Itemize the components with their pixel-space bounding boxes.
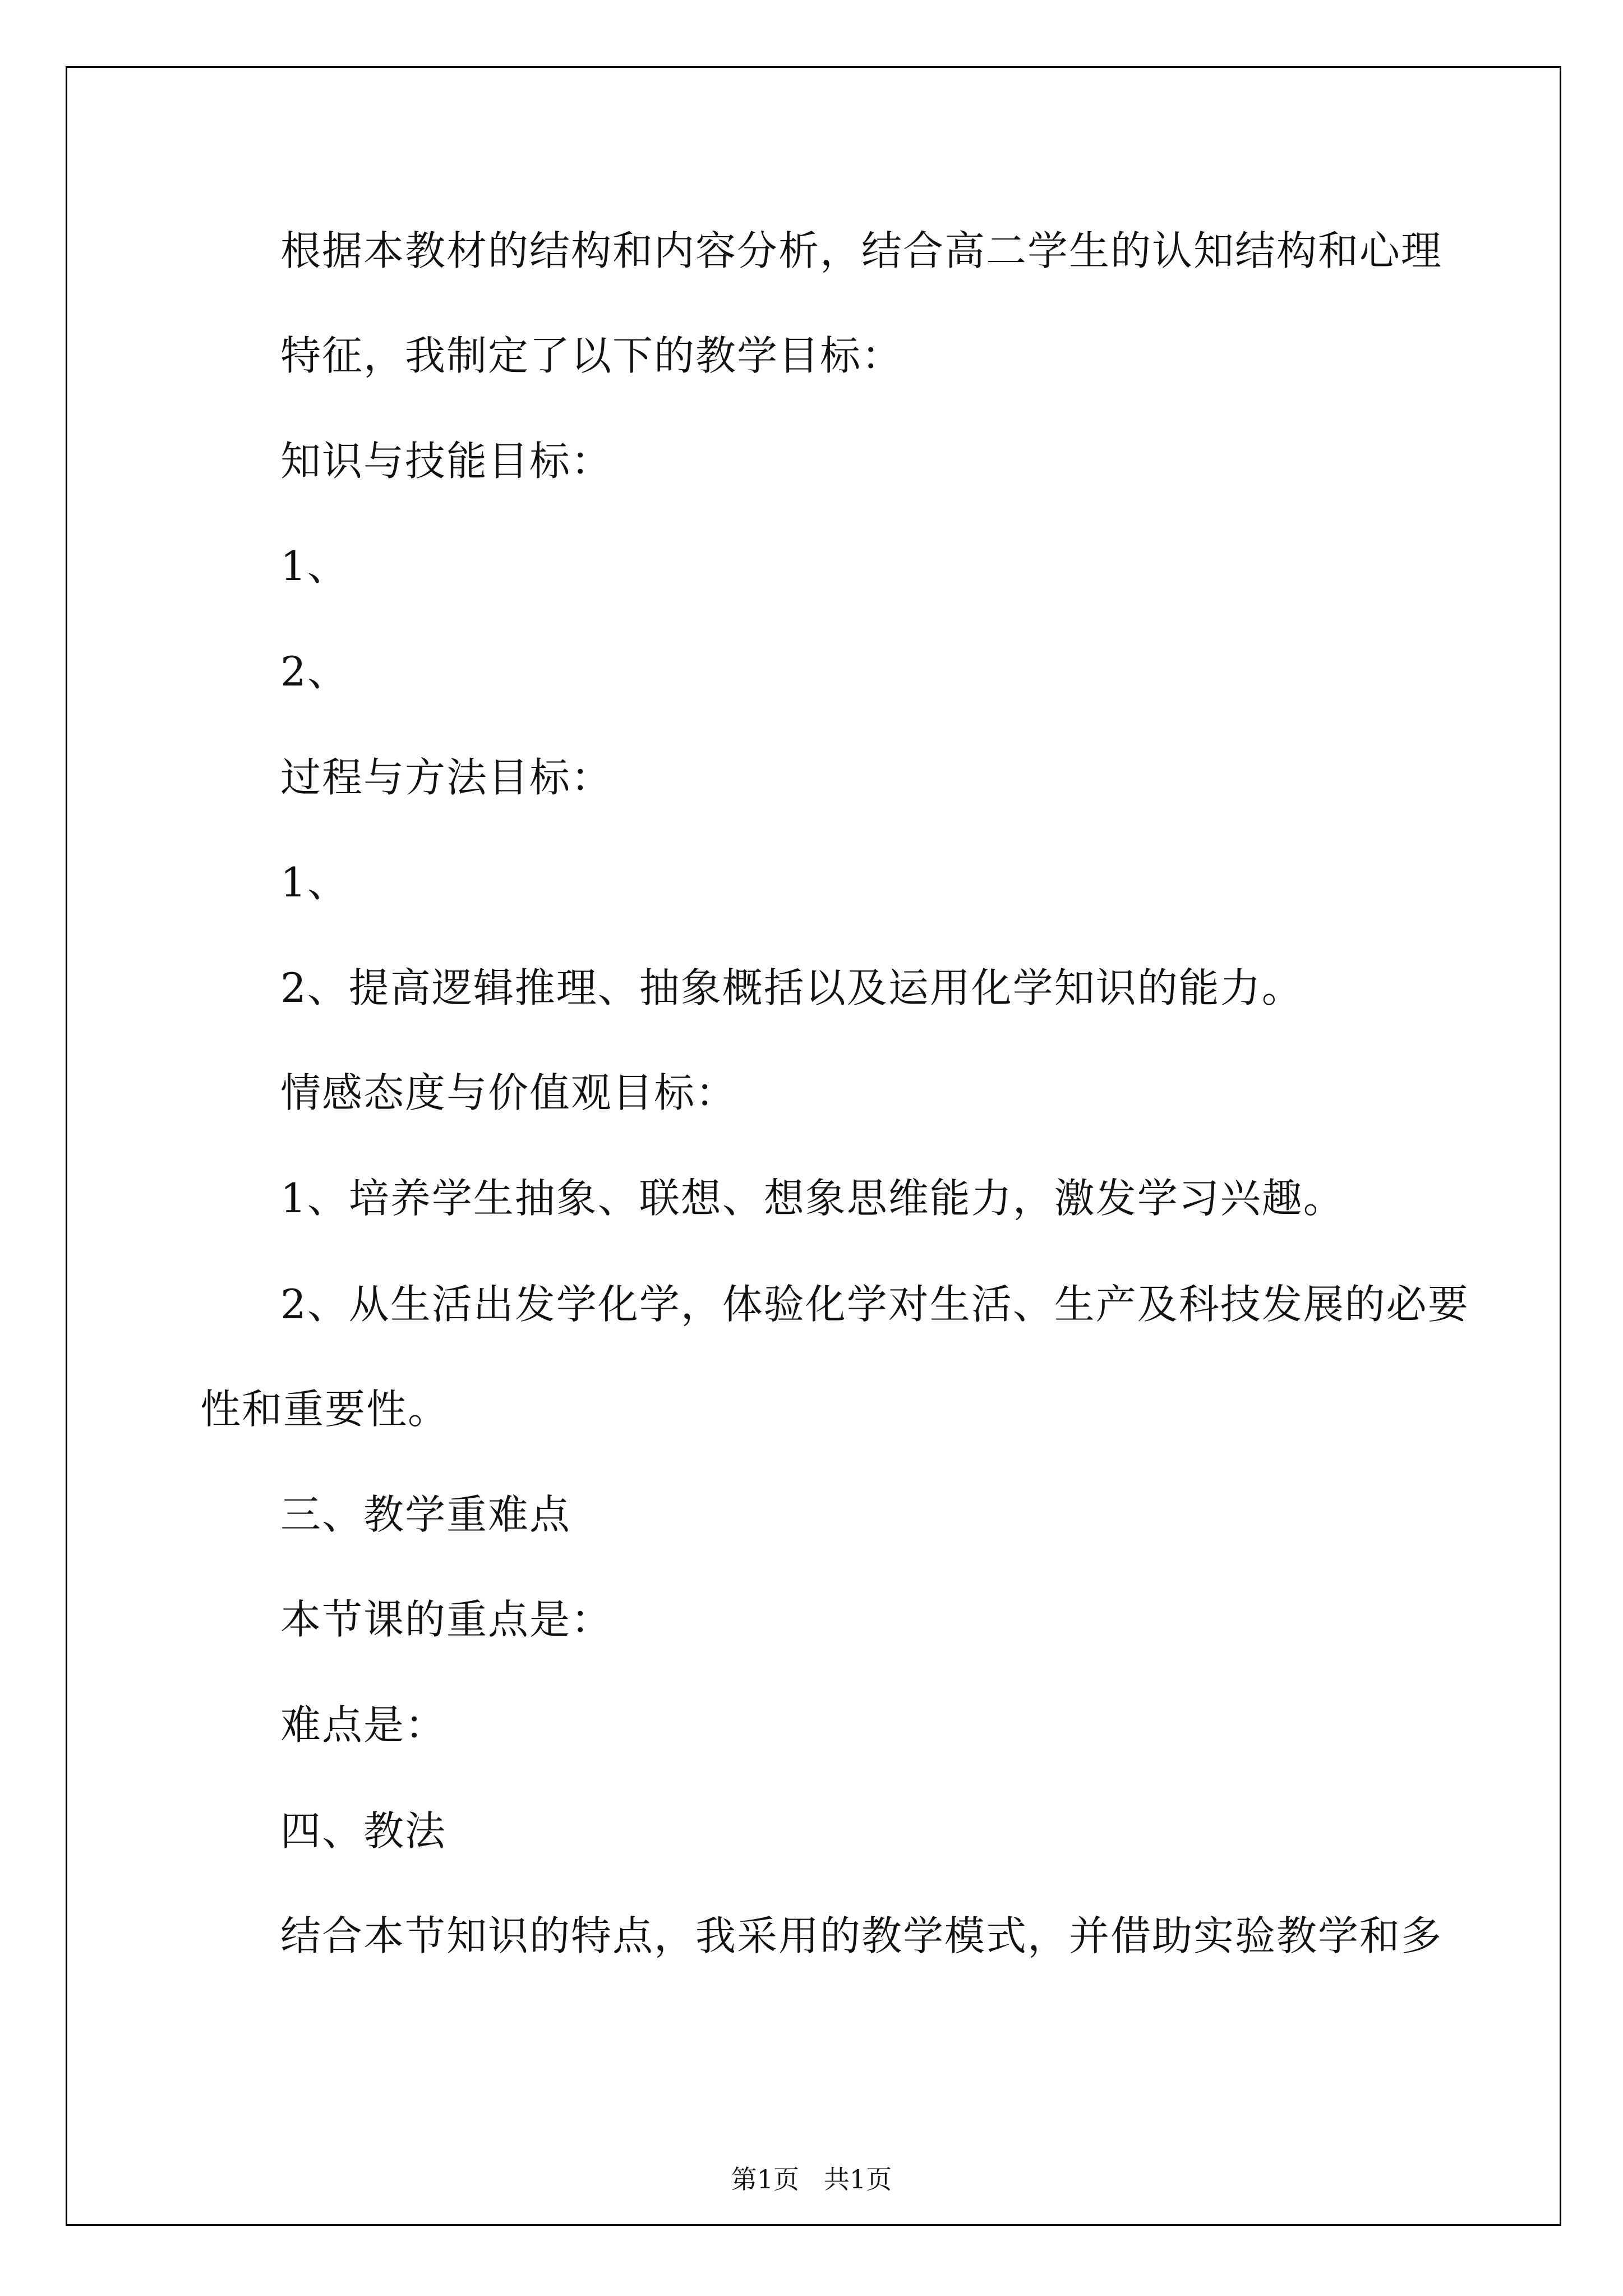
paragraph-line-8: 2、提高逻辑推理、抽象概括以及运用化学知识的能力。 xyxy=(280,964,1303,1011)
paragraph-line-2: 特征，我制定了以下的教学目标： xyxy=(280,332,903,379)
paragraph-line-11: 2、从生活出发学化学，体验化学对生活、生产及科技发展的必要 xyxy=(280,1281,1469,1328)
paragraph-line-15: 难点是： xyxy=(280,1701,447,1749)
page-number-footer: 第1页 共1页 xyxy=(731,2164,892,2194)
paragraph-line-12: 性和重要性。 xyxy=(200,1386,450,1433)
page-border xyxy=(66,66,1561,2226)
paragraph-line-7: 1、 xyxy=(280,859,349,906)
paragraph-line-14: 本节课的重点是： xyxy=(280,1596,613,1643)
paragraph-line-6: 过程与方法目标： xyxy=(280,754,613,801)
paragraph-line-17: 结合本节知识的特点，我采用的教学模式，并借助实验教学和多 xyxy=(280,1912,1443,1959)
paragraph-line-4: 1、 xyxy=(280,542,349,590)
section-heading-methods: 四、教法 xyxy=(280,1807,447,1855)
paragraph-line-1: 根据本教材的结构和内容分析，结合高二学生的认知结构和心理 xyxy=(280,227,1443,274)
paragraph-line-3: 知识与技能目标： xyxy=(280,438,613,485)
paragraph-line-9: 情感态度与价值观目标： xyxy=(280,1069,737,1116)
paragraph-line-5: 2、 xyxy=(280,648,349,695)
section-heading-difficulties: 三、教学重难点 xyxy=(280,1491,571,1538)
paragraph-line-10: 1、培养学生抽象、联想、想象思维能力，激发学习兴趣。 xyxy=(280,1175,1345,1222)
